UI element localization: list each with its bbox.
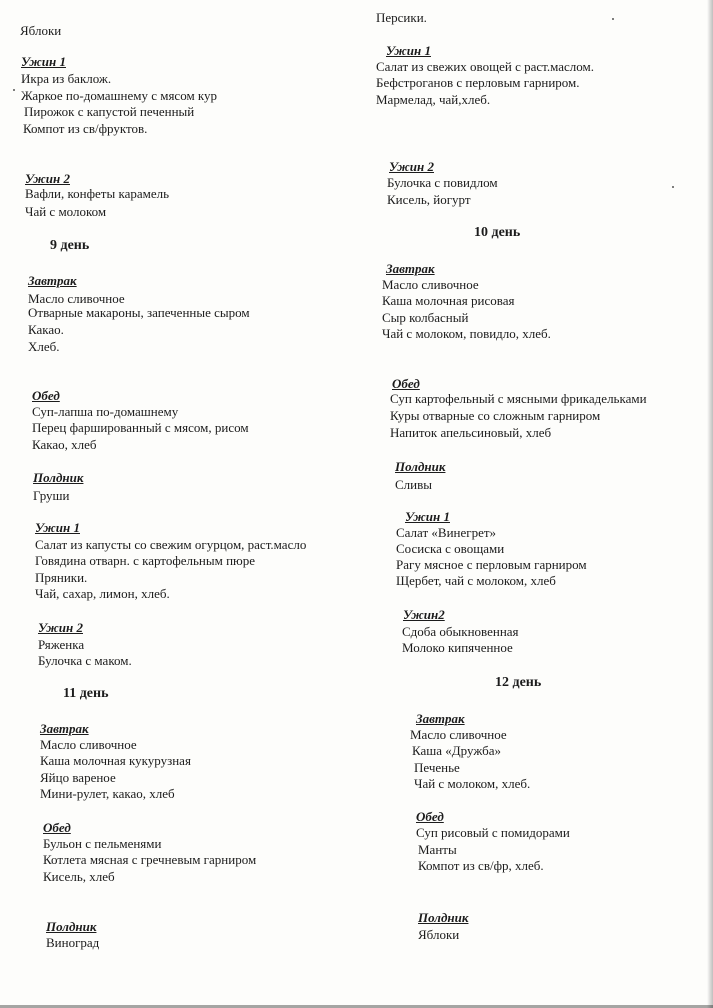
menu-item: Рагу мясное с перловым гарниром: [396, 557, 587, 572]
menu-item: Бульон с пельменями: [43, 836, 162, 851]
section-heading: Ужин 2: [25, 171, 70, 186]
menu-item: Компот из св/фруктов.: [23, 121, 148, 136]
menu-item: Салат «Винегрет»: [396, 525, 497, 540]
menu-item: Мини-рулет, какао, хлеб: [40, 786, 175, 801]
section-heading: Завтрак: [28, 273, 77, 288]
menu-item: Суп рисовый с помидорами: [416, 825, 570, 840]
menu-item: Отварные макароны, запеченные сыром: [28, 305, 250, 320]
menu-item: Какао, хлеб: [32, 437, 97, 452]
menu-item: Жаркое по-домашнему с мясом кур: [21, 88, 218, 103]
menu-item: Масло сливочное: [410, 727, 507, 742]
section-heading: Завтрак: [40, 721, 89, 736]
menu-item: Котлета мясная с гречневым гарниром: [43, 852, 257, 867]
section-heading: Завтрак: [416, 711, 465, 726]
menu-item: Груши: [33, 488, 70, 503]
menu-item: Чай с молоком: [25, 204, 107, 219]
menu-item: Пряники.: [35, 570, 88, 585]
section-heading: Полдник: [46, 919, 97, 934]
menu-item: Масло сливочное: [40, 737, 137, 752]
section-heading: Полдник: [418, 910, 469, 925]
menu-item: Яблоки: [418, 927, 460, 942]
menu-item: Говядина отварн. с картофельным пюре: [35, 553, 256, 568]
menu-item: Каша молочная кукурузная: [40, 753, 191, 768]
menu-item: Виноград: [46, 935, 100, 950]
menu-item: Манты: [418, 842, 457, 857]
section-heading: Ужин 1: [386, 43, 431, 58]
menu-item: Каша молочная рисовая: [382, 293, 515, 308]
scan-speck: [13, 89, 15, 91]
section-heading: Ужин 1: [35, 520, 80, 535]
menu-item: Перец фаршированный с мясом, рисом: [32, 420, 249, 435]
menu-item: Чай, сахар, лимон, хлеб.: [35, 586, 170, 601]
section-heading: Ужин 2: [389, 159, 434, 174]
menu-item: Чай с молоком, хлеб.: [414, 776, 531, 791]
section-heading: Завтрак: [386, 261, 435, 276]
day-heading: 9 день: [50, 238, 90, 253]
menu-item: Бефстроганов с перловым гарниром.: [376, 75, 580, 90]
menu-item: Напиток апельсиновый, хлеб: [390, 425, 552, 440]
day-heading: 12 день: [495, 675, 542, 690]
menu-item: Сосиска с овощами: [396, 541, 505, 556]
menu-item: Мармелад, чай,хлеб.: [376, 92, 491, 107]
menu-item: Салат из свежих овощей с раст.маслом.: [376, 59, 594, 74]
menu-item: Какао.: [28, 322, 64, 337]
scan-speck: [612, 18, 614, 20]
menu-item: Куры отварные со сложным гарниром: [390, 408, 601, 423]
menu-item: Пирожок с капустой печенный: [24, 104, 195, 119]
menu-item: Икра из баклож.: [21, 71, 112, 86]
day-heading: 11 день: [63, 686, 109, 701]
menu-item: Сыр колбасный: [382, 310, 469, 325]
menu-item: Печенье: [414, 760, 460, 775]
section-heading: Обед: [392, 376, 420, 391]
menu-item: Масло сливочное: [382, 277, 479, 292]
top-item: Персики.: [376, 10, 427, 25]
section-heading: Ужин 1: [405, 509, 450, 524]
menu-item: Щербет, чай с молоком, хлеб: [396, 573, 556, 588]
menu-item: Вафли, конфеты карамель: [25, 186, 170, 201]
menu-item: Салат из капусты со свежим огурцом, раст.масло: [35, 537, 307, 552]
scan-edge-shadow: [707, 0, 713, 1008]
scan-speck: [672, 186, 674, 188]
menu-item: Масло сливочное: [28, 291, 125, 306]
section-heading: Полдник: [395, 459, 446, 474]
menu-item: Булочка с повидлом: [387, 175, 498, 190]
section-heading: Обед: [43, 820, 71, 835]
menu-item: Хлеб.: [28, 339, 60, 354]
menu-item: Яйцо вареное: [40, 770, 116, 785]
menu-item: Сдоба обыкновенная: [402, 624, 519, 639]
menu-item: Булочка с маком.: [38, 653, 132, 668]
day-heading: 10 день: [474, 225, 521, 240]
section-heading: Полдник: [33, 470, 84, 485]
section-heading: Обед: [32, 388, 60, 403]
menu-item: Кисель, хлеб: [43, 869, 115, 884]
menu-item: Ряженка: [38, 637, 85, 652]
menu-item: Кисель, йогурт: [387, 192, 471, 207]
menu-item: Суп-лапша по-домашнему: [32, 404, 179, 419]
menu-item: Чай с молоком, повидло, хлеб.: [382, 326, 551, 341]
section-heading: Обед: [416, 809, 444, 824]
section-heading: Ужин 1: [21, 54, 66, 69]
menu-item: Каша «Дружба»: [412, 743, 502, 758]
section-heading: Ужин2: [403, 607, 445, 622]
menu-item: Компот из св/фр, хлеб.: [418, 858, 544, 873]
section-heading: Ужин 2: [38, 620, 83, 635]
menu-item: Сливы: [395, 477, 432, 492]
menu-item: Молоко кипяченное: [402, 640, 513, 655]
menu-item: Суп картофельный с мясными фрикадельками: [390, 391, 647, 406]
top-item: Яблоки: [20, 23, 62, 38]
